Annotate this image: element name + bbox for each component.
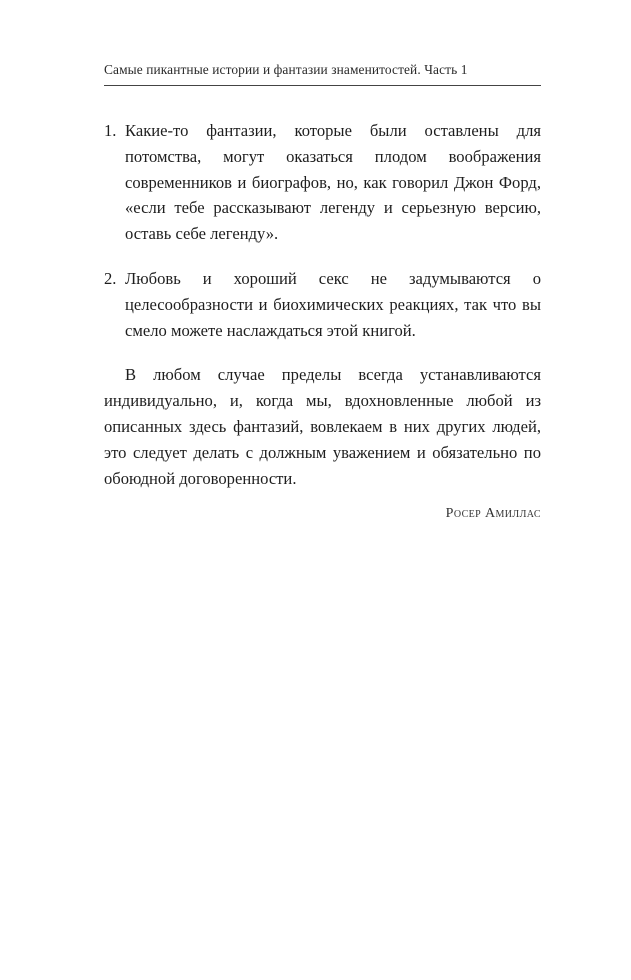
page-body: [104, 118, 541, 527]
list-item: [104, 118, 541, 247]
header-rule: [104, 85, 541, 86]
closing-paragraph: В любом случае пределы всегда устанавливаются индивидуально, и, когда мы, вдохновленные любой из описанных здесь фантазий, вовлекаем в них других людей, это следует делать с должным уважением и обязательно по обоюдной договоренности.: [104, 365, 541, 488]
list-item-text: Любовь и хороший секс не задумываются о целесообразности и биохимических реакциях, так что вы смело можете наслаждаться этой книгой.: [125, 268, 541, 340]
running-header: Самые пикантные истории и фантазии знаменитостей. Часть 1: [104, 62, 468, 77]
author-signature: Росер Амиллас: [445, 506, 541, 522]
list-item: [104, 266, 541, 343]
numbered-list: [104, 118, 541, 343]
list-item-number: 2.: [104, 268, 117, 288]
list-item-number: 1.: [104, 121, 117, 140]
list-item-text: Какие-то фантазии, которые были оставлены для потомства, могут оказаться плодом воображения современников и биографов, но, как говорил Джон Форд, «если тебе рассказывают легенду и серьезную версию, оставь себе легенду».: [125, 121, 541, 244]
